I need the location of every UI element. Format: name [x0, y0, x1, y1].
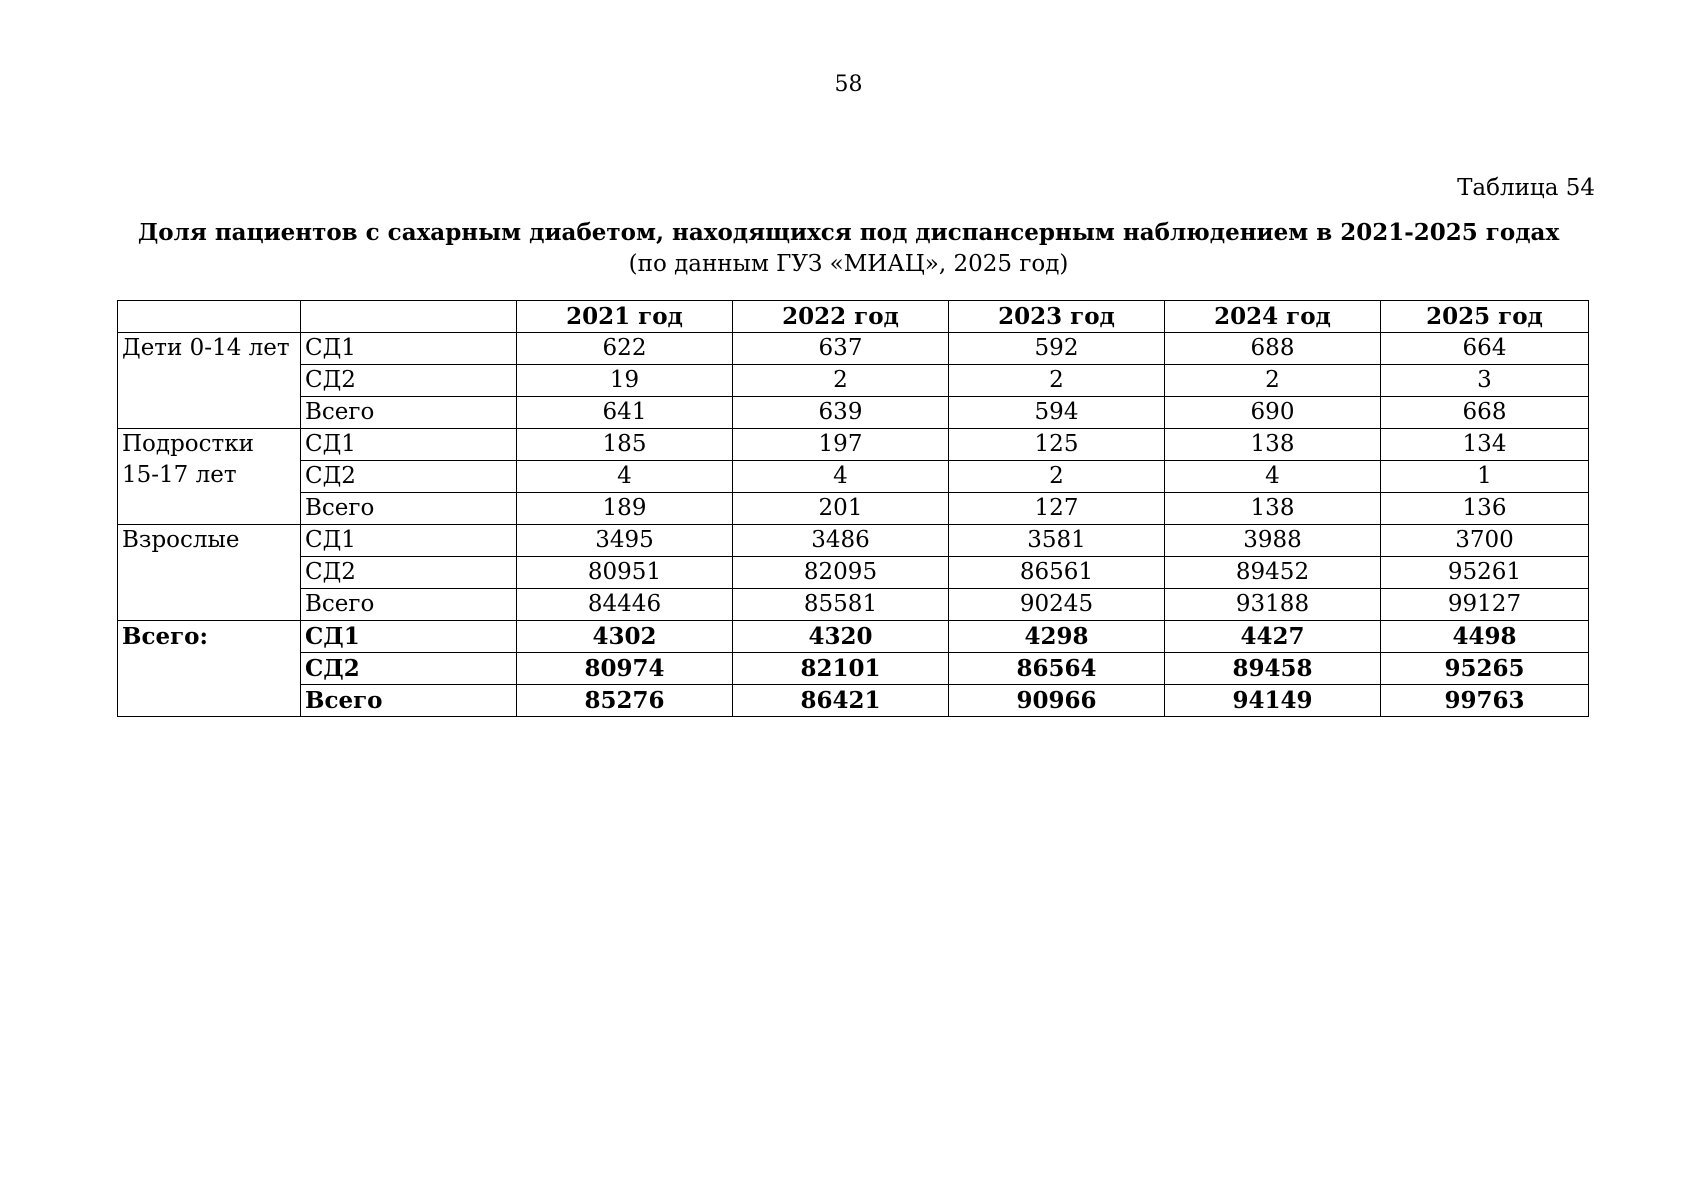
- value-cell: 4298: [949, 621, 1165, 653]
- value-cell: 3700: [1381, 525, 1589, 557]
- value-cell: 125: [949, 429, 1165, 461]
- diabetes-patients-table: [117, 300, 1589, 717]
- table-row: [118, 493, 1589, 525]
- document-title: Доля пациентов с сахарным диабетом, находящихся под диспансерным наблюдением в 2021-2025 годах: [137, 219, 1560, 246]
- subgroup-label-cell: Всего: [301, 685, 517, 717]
- value-cell: 95261: [1381, 557, 1589, 589]
- table-row: [118, 653, 1589, 685]
- value-cell: 94149: [1165, 685, 1381, 717]
- value-cell: 3581: [949, 525, 1165, 557]
- group-label-cell: Подростки 15-17 лет: [118, 429, 301, 525]
- value-cell: 185: [517, 429, 733, 461]
- value-cell: 4: [517, 461, 733, 493]
- subgroup-label-cell: СД2: [301, 461, 517, 493]
- value-cell: 90966: [949, 685, 1165, 717]
- table-row: [118, 365, 1589, 397]
- value-cell: 197: [733, 429, 949, 461]
- value-cell: 639: [733, 397, 949, 429]
- value-cell: 688: [1165, 333, 1381, 365]
- value-cell: 4: [733, 461, 949, 493]
- value-cell: 80951: [517, 557, 733, 589]
- value-cell: 84446: [517, 589, 733, 621]
- value-cell: 82095: [733, 557, 949, 589]
- header-cell-2021: 2021 год: [517, 301, 733, 333]
- subgroup-label-cell: Всего: [301, 589, 517, 621]
- subgroup-label-cell: СД1: [301, 621, 517, 653]
- value-cell: 690: [1165, 397, 1381, 429]
- value-cell: 641: [517, 397, 733, 429]
- header-cell-2025: 2025 год: [1381, 301, 1589, 333]
- value-cell: 138: [1165, 493, 1381, 525]
- value-cell: 3495: [517, 525, 733, 557]
- header-cell-subgroup: [301, 301, 517, 333]
- subgroup-label-cell: СД2: [301, 557, 517, 589]
- value-cell: 4427: [1165, 621, 1381, 653]
- subgroup-label-cell: СД1: [301, 429, 517, 461]
- value-cell: 3486: [733, 525, 949, 557]
- header-row: [118, 301, 1589, 333]
- value-cell: 138: [1165, 429, 1381, 461]
- table-row: [118, 589, 1589, 621]
- subgroup-label-cell: СД2: [301, 365, 517, 397]
- value-cell: 85581: [733, 589, 949, 621]
- subgroup-label-cell: Всего: [301, 493, 517, 525]
- header-cell-2022: 2022 год: [733, 301, 949, 333]
- table-row: [118, 621, 1589, 653]
- value-cell: 99127: [1381, 589, 1589, 621]
- document-subtitle: (по данным ГУЗ «МИАЦ», 2025 год): [628, 251, 1069, 277]
- group-label-cell: Дети 0-14 лет: [118, 333, 301, 429]
- value-cell: 2: [1165, 365, 1381, 397]
- value-cell: 136: [1381, 493, 1589, 525]
- subgroup-label-cell: СД1: [301, 525, 517, 557]
- subgroup-label-cell: Всего: [301, 397, 517, 429]
- value-cell: 1: [1381, 461, 1589, 493]
- subgroup-label-cell: СД2: [301, 653, 517, 685]
- value-cell: 637: [733, 333, 949, 365]
- table-row: [118, 429, 1589, 461]
- value-cell: 4498: [1381, 621, 1589, 653]
- value-cell: 86421: [733, 685, 949, 717]
- subgroup-label-cell: СД1: [301, 333, 517, 365]
- header-cell-2024: 2024 год: [1165, 301, 1381, 333]
- value-cell: 201: [733, 493, 949, 525]
- value-cell: 80974: [517, 653, 733, 685]
- table-row: [118, 557, 1589, 589]
- table-row: [118, 461, 1589, 493]
- group-label-cell: Взрослые: [118, 525, 301, 621]
- value-cell: 99763: [1381, 685, 1589, 717]
- value-cell: 4320: [733, 621, 949, 653]
- table-row: [118, 685, 1589, 717]
- value-cell: 85276: [517, 685, 733, 717]
- value-cell: 3: [1381, 365, 1589, 397]
- value-cell: 19: [517, 365, 733, 397]
- table-row: [118, 397, 1589, 429]
- table-row: [118, 525, 1589, 557]
- value-cell: 592: [949, 333, 1165, 365]
- value-cell: 82101: [733, 653, 949, 685]
- value-cell: 4: [1165, 461, 1381, 493]
- value-cell: 134: [1381, 429, 1589, 461]
- table-row: [118, 333, 1589, 365]
- value-cell: 127: [949, 493, 1165, 525]
- value-cell: 2: [733, 365, 949, 397]
- value-cell: 2: [949, 365, 1165, 397]
- value-cell: 668: [1381, 397, 1589, 429]
- value-cell: 95265: [1381, 653, 1589, 685]
- value-cell: 86561: [949, 557, 1165, 589]
- value-cell: 89458: [1165, 653, 1381, 685]
- value-cell: 90245: [949, 589, 1165, 621]
- value-cell: 594: [949, 397, 1165, 429]
- table-label: Таблица 54: [1457, 175, 1595, 201]
- page-number: 58: [834, 72, 863, 97]
- value-cell: 664: [1381, 333, 1589, 365]
- value-cell: 2: [949, 461, 1165, 493]
- group-label-cell: Всего:: [118, 621, 301, 717]
- value-cell: 89452: [1165, 557, 1381, 589]
- header-cell-group: [118, 301, 301, 333]
- value-cell: 4302: [517, 621, 733, 653]
- value-cell: 3988: [1165, 525, 1381, 557]
- value-cell: 189: [517, 493, 733, 525]
- value-cell: 622: [517, 333, 733, 365]
- value-cell: 93188: [1165, 589, 1381, 621]
- value-cell: 86564: [949, 653, 1165, 685]
- header-cell-2023: 2023 год: [949, 301, 1165, 333]
